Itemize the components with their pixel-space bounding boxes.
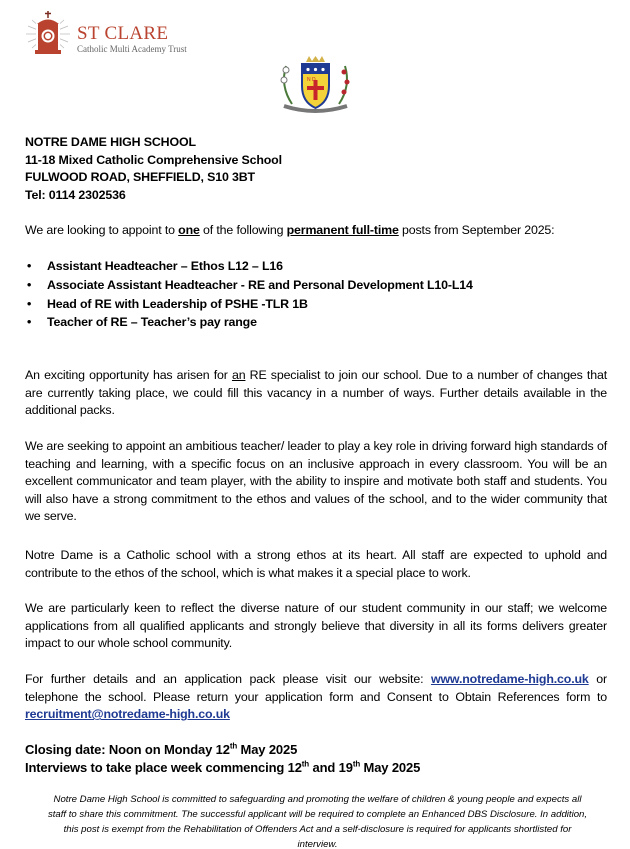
closing-text: May 2025 <box>237 742 298 757</box>
safeguarding-footer: Notre Dame High School is committed to safeguarding and promoting the welfare of children & young people and expects all staff to share this commitment. The successful applicant will be required to complete an Enhanced DBS Disclosure. In addition, this post is exempt from the Rehabilitation of Offenders Act and a self-disclosure is required for applicants shortlisted for interview. <box>47 794 588 849</box>
intro-text: posts from September 2025: <box>398 223 555 237</box>
opportunity-paragraph <box>25 367 607 420</box>
school-telephone: Tel: 0114 2302536 <box>25 187 126 202</box>
para-text: or telephone the school. Please return your application form and Consent to Obtain References form to <box>25 672 607 704</box>
post-item: • Teacher of RE – Teacher’s pay range <box>25 313 607 332</box>
diversity-paragraph: We are particularly keen to reflect the diverse nature of our student community in our staff; we welcome applications from all qualified applicants and strongly believe that diversity in all its forms delivers greater impact to our whole school community. <box>25 601 607 651</box>
post-item: • Head of RE with Leadership of PSHE -TLR 1B <box>25 295 607 314</box>
school-name: NOTRE DAME HIGH SCHOOL <box>25 135 196 149</box>
closing-text: Closing date: Noon on Monday 12 <box>25 742 230 757</box>
ethos-paragraph: Notre Dame is a Catholic school with a strong ethos at its heart. All staff are expected to uphold and contribute to the ethos of the school, which is what makes it a special place to work. <box>25 548 607 580</box>
intro-text: of the following <box>199 223 287 237</box>
logo-name: ST CLARE <box>77 23 169 44</box>
para-text: An exciting opportunity has arisen for <box>25 368 232 382</box>
school-crest-icon <box>278 56 353 116</box>
role-paragraph: We are seeking to appoint an ambitious teacher/ leader to play a key role in driving forward high standards of teaching and learning, with a specific focus on an inclusive approach in every classroom. You will be an excellent communicator and team player, with the ability to inspire and motivate both staff and students. You will also have a strong commitment to the ethos and values of the school, and to the wider community that we serve. <box>25 439 607 524</box>
school-address: FULWOOD ROAD, SHEFFIELD, S10 3BT <box>25 170 255 185</box>
school-type: 11-18 Mixed Catholic Comprehensive School <box>25 152 282 167</box>
email-link[interactable]: recruitment@notredame-high.co.uk <box>25 707 230 722</box>
intro-text: We are looking to appoint to <box>25 223 179 237</box>
intro-permanent: permanent full-time <box>286 223 399 237</box>
interview-dates <box>25 759 607 777</box>
posts-list <box>25 257 607 332</box>
ordinal-suffix: th <box>352 759 361 769</box>
ordinal-suffix: th <box>301 759 310 769</box>
website-link[interactable]: www.notredame-high.co.uk <box>430 672 589 686</box>
intro-paragraph <box>25 222 607 240</box>
interview-text: Interviews to take place week commencing 12 <box>25 759 302 775</box>
para-text: For further details and an application pack please visit our website: <box>25 672 431 686</box>
logo-subtitle: Catholic Multi Academy Trust <box>77 44 187 54</box>
para-text: RE specialist to join our school. Due to a number of changes that are currently taking place, we could fill this vacancy in a number of ways. Further details available in the additional packs. <box>25 368 607 418</box>
st-clare-logo-icon <box>24 10 72 56</box>
school-details <box>25 134 607 204</box>
contact-paragraph <box>25 671 607 724</box>
post-item: • Associate Assistant Headteacher - RE and Personal Development L10-L14 <box>25 276 607 295</box>
interview-text: and 19 <box>309 759 353 775</box>
closing-date <box>25 741 607 759</box>
post-item: • Assistant Headteacher – Ethos L12 – L16 <box>25 257 607 276</box>
para-underlined-an: an <box>231 368 246 382</box>
ordinal-suffix: th <box>229 741 238 751</box>
interview-text: May 2025 <box>360 759 421 775</box>
crest-letters: N D <box>307 77 316 83</box>
intro-one: one <box>178 223 200 237</box>
dates <box>25 741 607 776</box>
